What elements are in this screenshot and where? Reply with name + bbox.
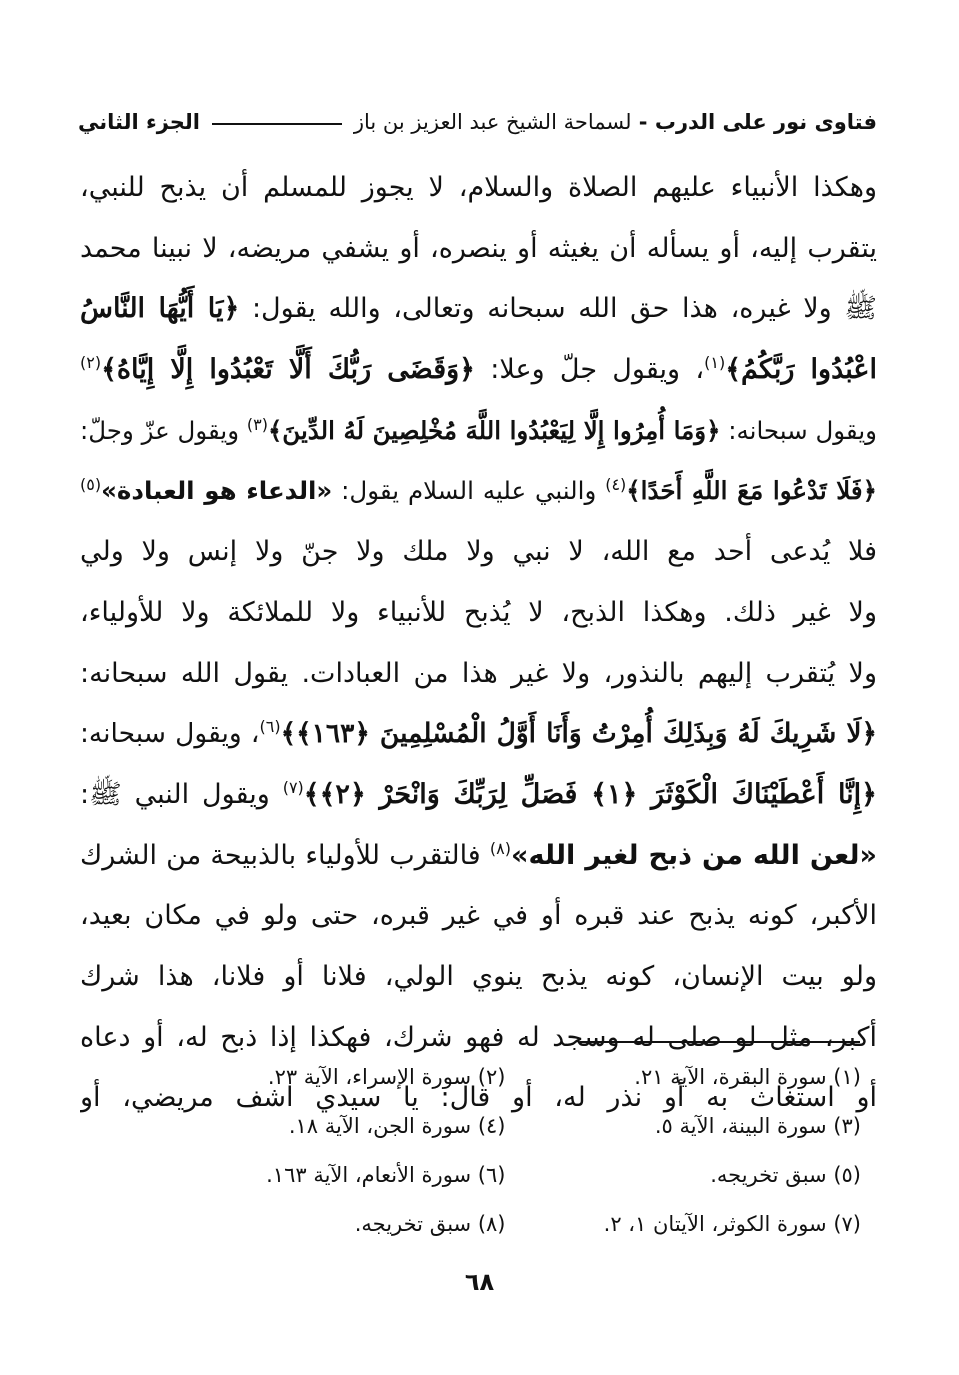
footnote: (٤) سورة الجن، الآية ١٨. [288, 1113, 506, 1138]
footnotes [150, 1052, 861, 1248]
footnote: (٥) سبق تخريجه. [710, 1162, 861, 1187]
footnote-ref: (٦) [259, 717, 281, 737]
part-label: الجزء الثاني [78, 110, 201, 134]
text-line: ﴿إِنَّا أَعْطَيْنَاكَ الْكَوْثَرَ ﴿١﴾ فَصَلِّ لِرَبِّكَ وَانْحَرْ ﴿٢﴾﴾$^{(٧)}$ ويقول النبي ﷺ: [80, 777, 877, 810]
text-line: يتقرب إليه، أو يسأله أن يغيثه أو ينصره، أو يشفي مريضه، لا نبينا محمد [80, 232, 877, 264]
text-line: ولو بيت الإنسان، كونه يذبح ينوي الولي، فلانا أو فلانا، هذا شرك [80, 960, 877, 992]
text-line: اعْبُدُوا رَبَّكُمُ﴾$^{(١)}$، ويقول جلّ وعلا: ﴿وَقَضَى رَبُّكَ أَلَّا تَعْبُدُوا إِلَّا إِيَّاهُ﴾$^{(٢)}$ [80, 353, 877, 386]
footnote: (١) سورة البقرة، الآية ٢١. [634, 1064, 861, 1089]
footnote-ref: (٢) [80, 353, 102, 373]
text-line: وهكذا الأنبياء عليهم الصلاة والسلام، لا يجوز للمسلم أن يذبح للنبي، [80, 172, 877, 203]
footnote-ref: (١) [704, 353, 726, 373]
author-name: لسماحة الشيخ عبد العزيز بن باز [353, 110, 632, 134]
page-number: ٦٨ [464, 1268, 495, 1296]
text-line: ﴿لَا شَرِيكَ لَهُ وَبِذَلِكَ أُمِرْتُ وَأَنَا أَوَّلُ الْمُسْلِمِينَ ﴿١٦٣﴾﴾$^{(٦)}$، ويقول سبحانه: [80, 717, 877, 750]
text-line: ولا يُتقرب إليهم بالنذور، ولا غير هذا من العبادات. يقول الله سبحانه: [80, 657, 877, 689]
quran-verse: اعْبُدُوا رَبَّكُمُ﴾ [725, 354, 877, 386]
text-line: أو استغاث به أو نذر له، أو قال: يا سيدي اشف مريضي، أو [80, 1082, 877, 1114]
hadith-quote: «الدعاء هو العبادة» [101, 476, 333, 506]
footnote-ref: (٥) [80, 475, 102, 495]
running-header [78, 102, 877, 142]
quran-verse: ﴿إِنَّا أَعْطَيْنَاكَ الْكَوْثَرَ ﴿١﴾ فَصَلِّ لِرَبِّكَ وَانْحَرْ ﴿٢﴾﴾ [303, 778, 877, 810]
footnote-ref: (٣) [246, 414, 268, 434]
footnote: (٧) سورة الكوثر، الآيتان ١، ٢. [603, 1211, 861, 1236]
book-title: فتاوى نور على الدرب - لسماحة الشيخ عبد العزيز بن باز [353, 110, 877, 134]
hadith-quote: «لعن الله من ذبح لغير الله» [511, 839, 877, 871]
quran-verse: ﴿فَلَا تَدْعُوا مَعَ اللَّهِ أَحَدًا﴾ [626, 476, 877, 506]
footnote-row [150, 1199, 861, 1248]
text-line: ﴿فَلَا تَدْعُوا مَعَ اللَّهِ أَحَدًا﴾$^{(٤)}$ والنبي عليه السلام يقول: «الدعاء هو العبادة»$^{(٥)}$ [80, 475, 877, 506]
text-line: ولا غير ذلك. وهكذا الذبح، لا يُذبح للأنبياء ولا للملائكة ولا للأولياء، [80, 596, 877, 628]
footnote-ref: (٤) [605, 475, 627, 495]
footnote-row [150, 1101, 861, 1150]
text-line: ويقول سبحانه: ﴿وَمَا أُمِرُوا إِلَّا لِيَعْبُدُوا اللَّهَ مُخْلِصِينَ لَهُ الدِّينَ﴾$^{(٣)}$ ويقول عزّ وجلّ: [80, 414, 877, 445]
quran-verse: ﴿وَقَضَى رَبُّكَ أَلَّا تَعْبُدُوا إِلَّا إِيَّاهُ﴾ [101, 354, 475, 386]
footnote-row [150, 1052, 861, 1101]
text-line: فلا يُدعى أحد مع الله، لا نبي ولا ملك ولا جنّ ولا إنس ولا ولي [80, 536, 877, 568]
text-line: «لعن الله من ذبح لغير الله»$^{(٨)}$ فالتقرب للأولياء بالذبيحة من الشرك [80, 838, 877, 871]
text-line: الأكبر، كونه يذبح عند قبره أو في غير قبره، حتى ولو في مكان بعيد، [80, 900, 877, 932]
text-line: أكبر، مثل لو صلى له وسجد له فهو شرك، فهكذا إذا ذبح له، أو دعاه [80, 1021, 877, 1053]
footnote-ref: (٧) [282, 777, 304, 797]
header-rule [212, 123, 342, 125]
footnote-row [150, 1150, 861, 1199]
footnote-ref: (٨) [489, 838, 512, 858]
footnote: (٨) سبق تخريجه. [354, 1211, 506, 1236]
footnote: (٢) سورة الإسراء، الآية ٢٣. [267, 1064, 506, 1089]
footnote: (٦) سورة الأنعام، الآية ١٦٣. [266, 1162, 506, 1187]
footnote-separator [580, 1041, 860, 1043]
quran-verse: ﴿وَمَا أُمِرُوا إِلَّا لِيَعْبُدُوا اللَّهَ مُخْلِصِينَ لَهُ الدِّينَ﴾ [267, 415, 721, 445]
quran-verse: ﴿لَا شَرِيكَ لَهُ وَبِذَلِكَ أُمِرْتُ وَأَنَا أَوَّلُ الْمُسْلِمِينَ ﴿١٦٣﴾﴾ [280, 718, 877, 750]
quran-verse: ﴿يَا أَيُّهَا النَّاسُ [80, 293, 240, 325]
text-line: ﷺ ولا غيره، هذا حق الله سبحانه وتعالى، والله يقول: ﴿يَا أَيُّهَا النَّاسُ [80, 293, 877, 325]
body-text [80, 158, 877, 1129]
footnote: (٣) سورة البينة، الآية ٥. [654, 1113, 861, 1138]
